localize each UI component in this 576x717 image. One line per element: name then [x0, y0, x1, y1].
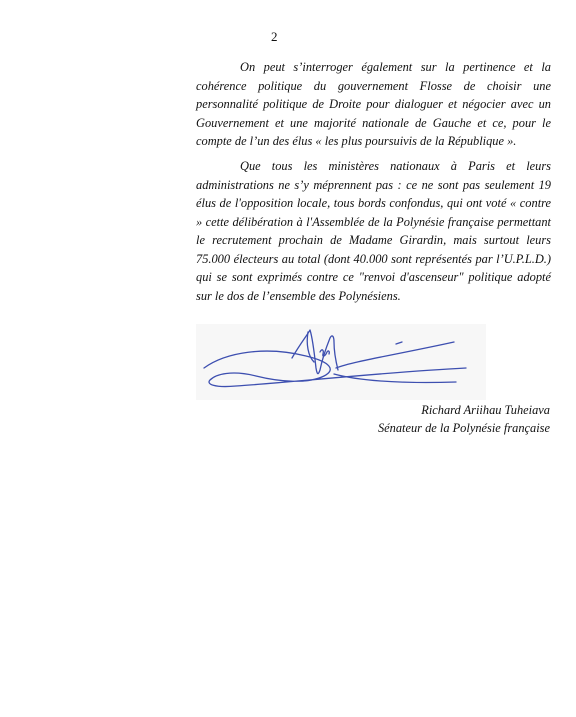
signatory-title: Sénateur de la Polynésie française	[377, 421, 550, 435]
paragraph-text: On peut s’interroger également sur la pertinence et la cohérence politique du gouvernement Flosse de choisir une personnalité politique de Droite pour dialoguer et négocier avec un Gouvernement et une majorité nationale de Gauche et ce, pour le compte de l’un des élus « les plus poursuivis de la République ».	[196, 60, 551, 148]
body-paragraph-1	[196, 58, 551, 151]
signatory-name: Richard Ariihau Tuheiava	[421, 403, 550, 417]
signature-drawing	[196, 324, 486, 400]
paragraph-text: Que tous les ministères nationaux à Paris et leurs administrations ne s’y méprennent pas : ce ne sont pas seulement 19 élus de l'opposition locale, tous bords confondus, qui ont voté « contre » cette délibération à l'Assemblée de la Polynésie française permettant le recrutement prochain de Madame Girardin, mais surtout leurs 75.000 électeurs au total (dont 40.000 sont représentés par l’U.P.L.D.) qui se sont exprimés contre ce "renvoi d'ascenseur" politique adopté sur le dos de l’ensemble des Polynésiens.	[196, 159, 551, 303]
body-paragraph-2	[196, 157, 551, 305]
signatory-block	[250, 401, 550, 437]
page-number: 2	[271, 29, 278, 44]
handwritten-signature	[196, 324, 486, 400]
